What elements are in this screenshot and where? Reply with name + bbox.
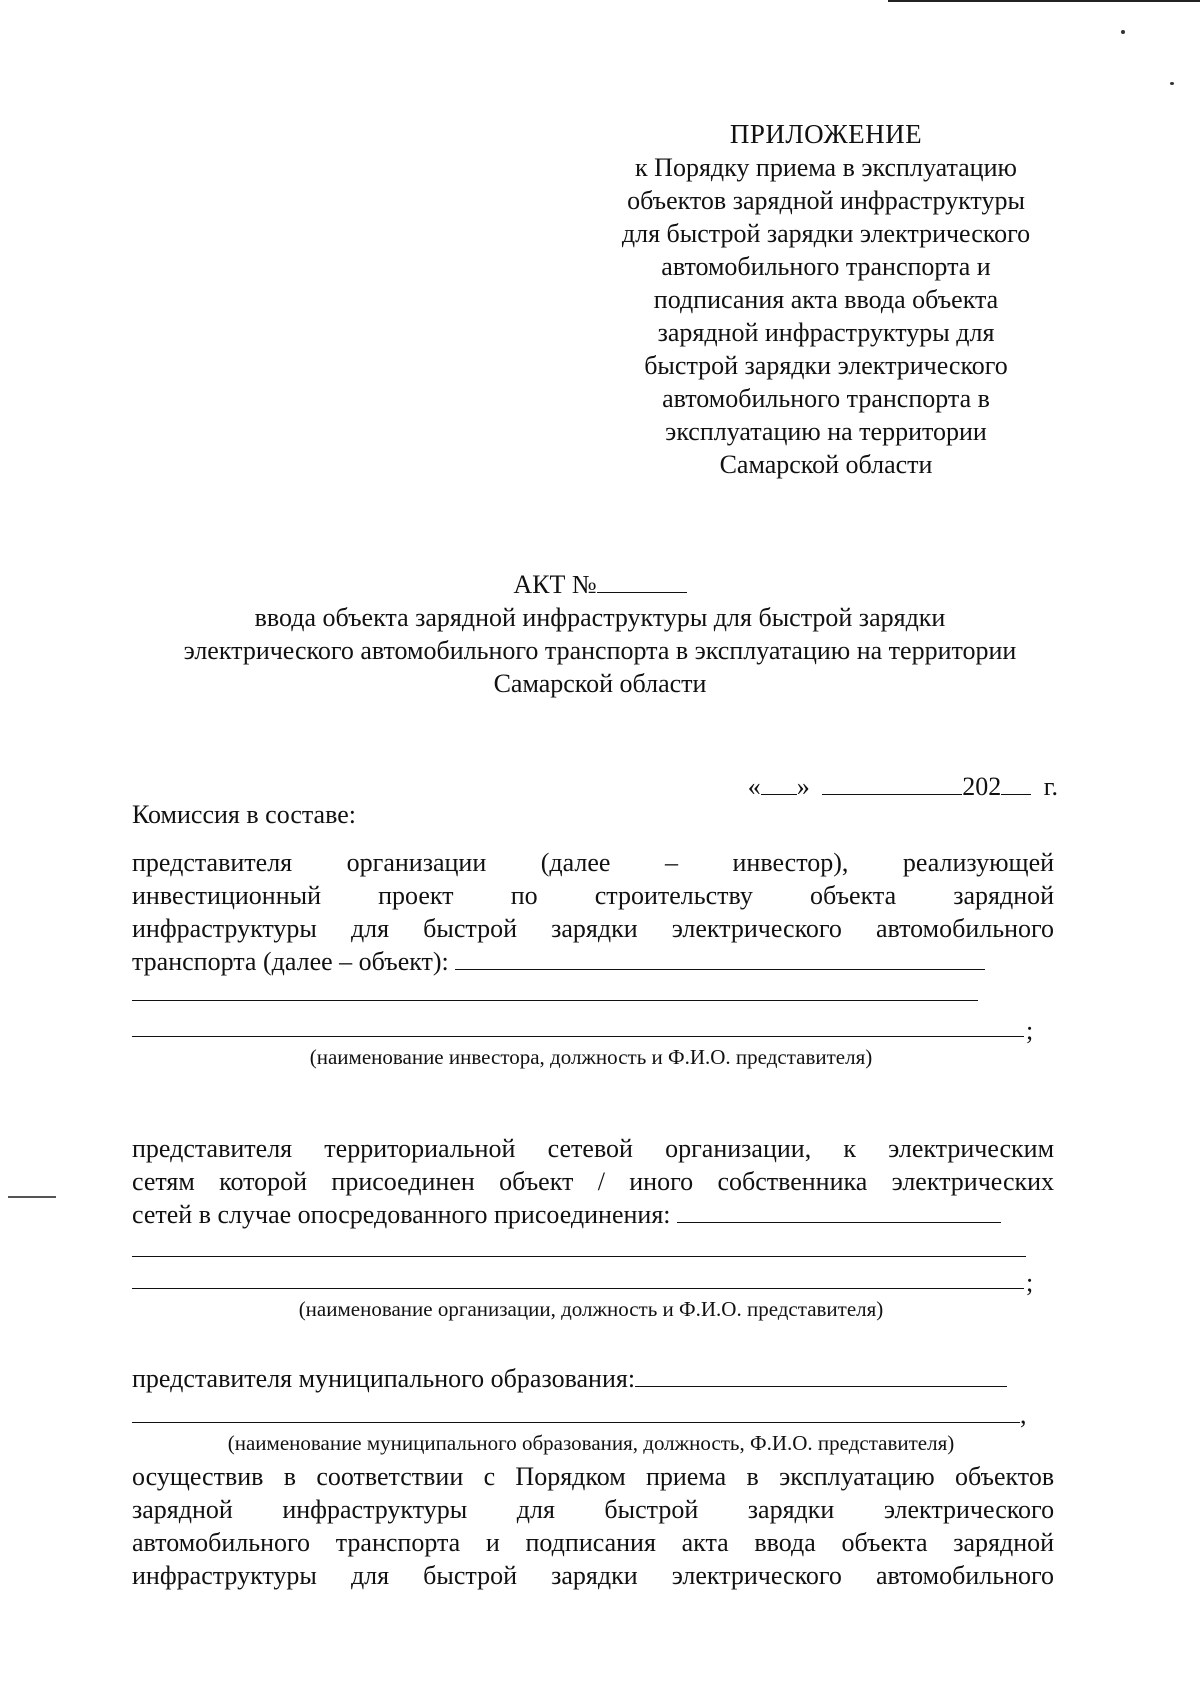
- act-title-block: [100, 568, 1100, 700]
- word: объект: [499, 1167, 574, 1196]
- word: ввода: [754, 1528, 816, 1557]
- word: для: [350, 914, 390, 943]
- appendix-line: к Порядку приема в эксплуатацию: [635, 153, 1017, 182]
- year-blank: [1001, 793, 1031, 795]
- conclusion-block: [132, 1460, 1054, 1592]
- grid-org-blank-line-3: [132, 1288, 1024, 1289]
- year-prefix: 202: [962, 772, 1002, 801]
- act-subtitle-line: Самарской области: [493, 669, 707, 698]
- appendix-line: Самарской области: [719, 450, 933, 479]
- word: электрического: [671, 1561, 842, 1590]
- word: осуществив: [132, 1462, 264, 1491]
- act-subtitle-line: электрического автомобильного транспорта в эксплуатацию на территории: [183, 636, 1017, 665]
- investor-line: [132, 912, 1054, 945]
- appendix-line: быстрой зарядки электрического: [644, 351, 1008, 380]
- word: объектов: [954, 1462, 1055, 1491]
- municipal-block: [132, 1362, 1054, 1395]
- word: присоединен: [331, 1167, 475, 1196]
- appendix-line: эксплуатацию на территории: [665, 417, 987, 446]
- word: электрического: [671, 914, 842, 943]
- day-blank: [761, 793, 797, 795]
- year-suffix: г.: [1043, 772, 1058, 801]
- act-subtitle-line: ввода объекта зарядной инфраструктуры для быстрой зарядки: [254, 603, 946, 632]
- word: представителя: [132, 848, 293, 877]
- act-heading: [100, 568, 1100, 601]
- municipal-line: [132, 1362, 1054, 1395]
- word: к: [843, 1134, 856, 1163]
- conclusion-line: [132, 1526, 1054, 1559]
- date-open-quote: «: [747, 772, 761, 801]
- word: электрических: [891, 1167, 1055, 1196]
- word: быстрой: [604, 1495, 699, 1524]
- appendix-line: автомобильного транспорта и: [661, 252, 991, 281]
- word: с: [483, 1462, 496, 1491]
- date-close-quote: »: [796, 772, 810, 801]
- word: подписания: [525, 1528, 656, 1557]
- word: зарядной: [953, 1528, 1055, 1557]
- word: инвестор),: [732, 848, 849, 877]
- investor-blank-line-2: [132, 1000, 978, 1001]
- investor-line: [132, 846, 1054, 879]
- investor-caption: (наименование инвестора, должность и Ф.И.О. представителя): [309, 1045, 873, 1069]
- grid-org-caption: (наименование организации, должность и Ф.И.О. представителя): [298, 1297, 884, 1321]
- word: реализующей: [902, 848, 1055, 877]
- month-blank: [822, 793, 962, 795]
- word: акта: [681, 1528, 729, 1557]
- grid-org-last-line: [132, 1198, 1054, 1231]
- word: зарядной: [953, 881, 1055, 910]
- investor-line: [132, 879, 1054, 912]
- scan-speck: [1121, 30, 1125, 34]
- word: зарядки: [551, 914, 638, 943]
- conclusion-line: [132, 1559, 1054, 1592]
- appendix-line: автомобильного транспорта в: [662, 384, 990, 413]
- word: объекта: [810, 881, 897, 910]
- grid-org-last-line-text: сетей в случае опосредованного присоединения:: [132, 1200, 671, 1229]
- appendix-line: для быстрой зарядки электрического: [621, 219, 1031, 248]
- word: автомобильного: [875, 1561, 1055, 1590]
- word: инфраструктуры: [132, 914, 317, 943]
- conclusion-line: [132, 1493, 1054, 1526]
- word: автомобильного: [875, 914, 1055, 943]
- word: организации: [346, 848, 487, 877]
- investor-name-blank: [455, 968, 985, 970]
- word: инфраструктуры: [132, 1561, 317, 1590]
- commission-label: Комиссия в составе:: [132, 800, 356, 829]
- word: строительству: [594, 881, 753, 910]
- word: электрического: [883, 1495, 1055, 1524]
- municipal-caption: (наименование муниципального образования, должность, Ф.И.О. представителя): [227, 1431, 955, 1455]
- word: собственника: [717, 1167, 868, 1196]
- word: которой: [219, 1167, 308, 1196]
- word: /: [597, 1167, 605, 1196]
- commission-label-block: [132, 798, 1054, 831]
- word: проект: [378, 881, 454, 910]
- word: приема: [645, 1462, 727, 1491]
- appendix-line: объектов зарядной инфраструктуры: [627, 186, 1025, 215]
- act-heading-text: АКТ №: [513, 570, 597, 599]
- appendix-title: ПРИЛОЖЕНИЕ: [729, 119, 923, 149]
- word: электрическим: [888, 1134, 1055, 1163]
- investor-last-line: [132, 945, 1054, 978]
- investor-block: [132, 846, 1054, 978]
- word: быстрой: [423, 914, 518, 943]
- word: сетевой: [547, 1134, 633, 1163]
- word: организации,: [665, 1134, 812, 1163]
- municipal-blank-line-2: [132, 1422, 1020, 1423]
- word: в: [283, 1462, 297, 1491]
- grid-org-blank-line-2: [132, 1256, 1026, 1257]
- municipal-terminator: ,: [1020, 1400, 1027, 1429]
- investor-last-line-text: транспорта (далее – объект):: [132, 947, 449, 976]
- word: Порядком: [515, 1462, 626, 1491]
- grid-org-line: [132, 1132, 1054, 1165]
- grid-org-name-blank: [677, 1221, 1001, 1223]
- grid-org-terminator: ;: [1026, 1268, 1034, 1297]
- appendix-line: зарядной инфраструктуры для: [657, 318, 995, 347]
- word: объекта: [841, 1528, 928, 1557]
- word: зарядной: [132, 1495, 233, 1524]
- investor-blank-line-3: [132, 1036, 1024, 1037]
- grid-org-line: [132, 1165, 1054, 1198]
- word: транспорта: [335, 1528, 461, 1557]
- municipal-name-blank: [635, 1385, 1007, 1387]
- word: сетям: [132, 1167, 195, 1196]
- word: иного: [629, 1167, 694, 1196]
- investor-terminator: ;: [1026, 1016, 1034, 1045]
- scan-border-line: [888, 0, 1200, 2]
- word: инфраструктуры: [282, 1495, 468, 1524]
- appendix-block: [560, 118, 1092, 481]
- word: территориальной: [324, 1134, 516, 1163]
- scan-speck: [1170, 82, 1174, 85]
- word: автомобильного: [132, 1528, 311, 1557]
- act-number-blank: [597, 591, 687, 593]
- word: для: [516, 1495, 555, 1524]
- appendix-line: подписания акта ввода объекта: [653, 285, 999, 314]
- word: –: [665, 848, 678, 877]
- municipal-label: представителя муниципального образования:: [132, 1364, 636, 1393]
- grid-org-block: [132, 1132, 1054, 1231]
- word: по: [510, 881, 538, 910]
- word: зарядки: [551, 1561, 638, 1590]
- margin-mark: [8, 1196, 56, 1198]
- word: инвестиционный: [132, 881, 321, 910]
- word: эксплуатацию: [779, 1462, 935, 1491]
- word: зарядки: [747, 1495, 835, 1524]
- conclusion-line: [132, 1460, 1054, 1493]
- word: в: [746, 1462, 759, 1491]
- word: и: [485, 1528, 500, 1557]
- word: быстрой: [423, 1561, 518, 1590]
- word: соответствии: [316, 1462, 464, 1491]
- word: представителя: [132, 1134, 293, 1163]
- word: (далее: [540, 848, 611, 877]
- word: для: [350, 1561, 390, 1590]
